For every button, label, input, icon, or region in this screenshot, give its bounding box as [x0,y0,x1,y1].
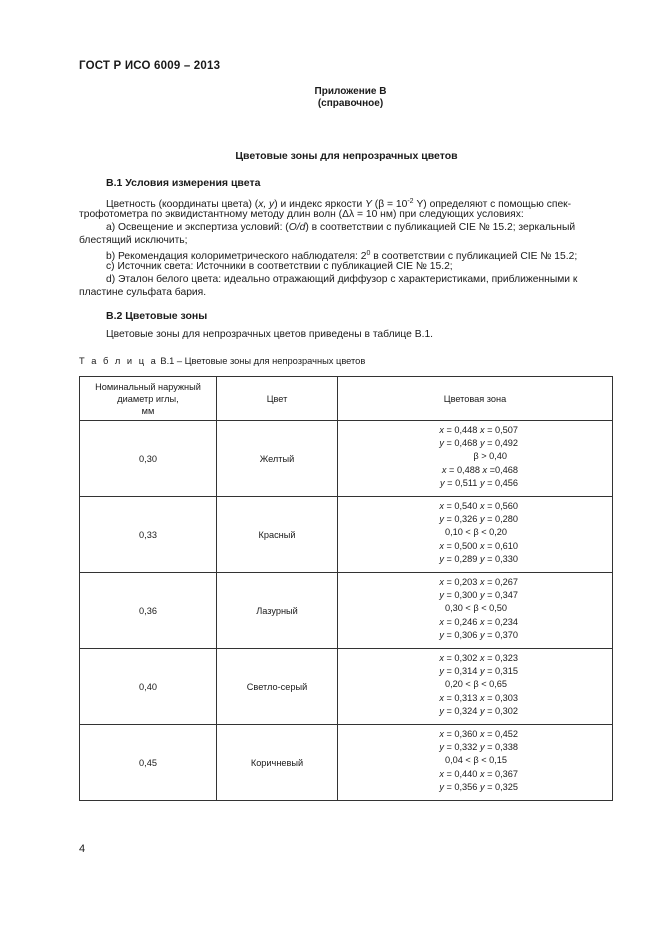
header-zone: Цветовая зона [338,377,613,421]
zone-line: β > 0,40 [473,451,507,462]
condition-c-line: с) Источник света: Источники в соответствии с публикацией CIE № 15.2; [106,261,453,272]
condition-a-line1 [106,222,575,235]
zone-line: y = 0,356 y = 0,325 [439,781,518,792]
table-caption [79,356,365,366]
text-run-italic: Y [365,199,372,210]
color-zones-table [79,376,613,801]
heading-b1: В.1 Условия измерения цвета [106,177,261,189]
page-number: 4 [79,843,86,855]
text-run: (β = 10 [371,199,408,210]
text-run: а) Освещение и экспертиза условий: ( [106,222,289,233]
condition-d-line1: d) Эталон белого цвета: идеально отражающий диффузор с характеристиками, приближенными к [106,274,578,285]
table-row [80,497,613,573]
header-text: Номинальный наружный [95,381,201,392]
text-run: в соответствии с публикацией CIE № 15.2; [370,251,578,262]
annex-type: (справочное) [317,97,384,109]
caption-text: В.1 – Цветовые зоны для непрозрачных цветов [157,356,366,366]
cell-zone [338,649,613,725]
text-run-italic: x, y [258,199,275,210]
zone-line: x = 0,488 x =0,468 [441,464,518,475]
header-text: мм [141,405,155,416]
zone-line: y = 0,326 y = 0,280 [439,514,518,525]
zone-line: x = 0,360 x = 0,452 [439,729,518,739]
zone-line: 0,04 < β < 0,15 [445,755,507,766]
cell-diameter: 0,45 [80,725,217,801]
text-run: ) и индекс яркости [274,199,366,210]
header-diameter [80,377,217,421]
zone-line: y = 0,289 y = 0,330 [439,553,518,564]
table-row [80,725,613,801]
header-text: диаметр иглы, [117,393,179,404]
cell-color: Красный [217,497,338,573]
zone-line: x = 0,302 x = 0,323 [439,653,518,663]
zone-line: x = 0,540 x = 0,560 [439,501,518,511]
table-row [80,649,613,725]
zone-line: y = 0,332 y = 0,338 [439,742,518,753]
text-run: ) в соответствии с публикацией CIE № 15.2; зеркальный [305,222,576,233]
cell-color: Светло-серый [217,649,338,725]
zone-line: 0,10 < β < 0,20 [445,527,507,538]
cell-diameter: 0,40 [80,649,217,725]
zone-line: 0,30 < β < 0,50 [445,603,507,614]
cell-zone [338,421,613,497]
cell-color: Лазурный [217,573,338,649]
condition-a-line2: блестящий исключить; [79,235,188,246]
section-title-text: Цветовые зоны для непрозрачных цветов [235,150,458,162]
header-color: Цвет [217,377,338,421]
cell-diameter: 0,30 [80,421,217,497]
superscript: 0 [366,250,371,257]
zone-line: y = 0,300 y = 0,347 [439,590,518,601]
zone-line: y = 0,314 y = 0,315 [439,666,518,677]
zone-line: x = 0,246 x = 0,234 [439,616,518,627]
document-code: ГОСТ Р ИСО 6009 – 2013 [79,60,221,72]
cell-diameter: 0,33 [80,497,217,573]
cell-zone [338,573,613,649]
section-title [0,150,661,162]
text-run: b) Рекомендация колориметрического наблюдателя: 2 [106,251,367,262]
zone-line: x = 0,500 x = 0,610 [439,540,518,551]
zone-line: x = 0,448 x = 0,507 [439,425,518,435]
zone-line: y = 0,324 y = 0,302 [439,705,518,716]
annex-title [0,86,661,109]
paragraph-b1-line2: трофотометра по эквидистантному методу длин волн (Δλ = 10 нм) при следующих условиях: [79,209,524,220]
table-header-row [80,377,613,421]
cell-color: Желтый [217,421,338,497]
paragraph-b2: Цветовые зоны для непрозрачных цветов приведены в таблице В.1. [106,329,434,340]
zone-line: x = 0,440 x = 0,367 [439,768,518,779]
zone-line: x = 0,203 x = 0,267 [439,577,518,587]
zone-line: 0,20 < β < 0,65 [445,679,507,690]
zone-line: y = 0,511 y = 0,456 [440,477,518,488]
heading-b2: В.2 Цветовые зоны [106,310,208,322]
text-run: Цветность (координаты цвета) ( [106,199,259,210]
text-run: Y) определяют с помощью спек- [413,199,572,210]
zone-line: y = 0,306 y = 0,370 [439,629,518,640]
table-row [80,573,613,649]
table-row [80,421,613,497]
annex-name: Приложение В [314,86,387,97]
cell-diameter: 0,36 [80,573,217,649]
cell-zone [338,497,613,573]
text-run-italic: O/d [288,222,306,233]
cell-zone [338,725,613,801]
zone-line: x = 0,313 x = 0,303 [439,692,518,703]
superscript: -2 [407,198,414,205]
condition-d-line2: пластине сульфата бария. [79,287,207,298]
zone-line: y = 0,468 y = 0,492 [439,438,518,449]
cell-color: Коричневый [217,725,338,801]
caption-label: Т а б л и ц а [79,356,158,366]
